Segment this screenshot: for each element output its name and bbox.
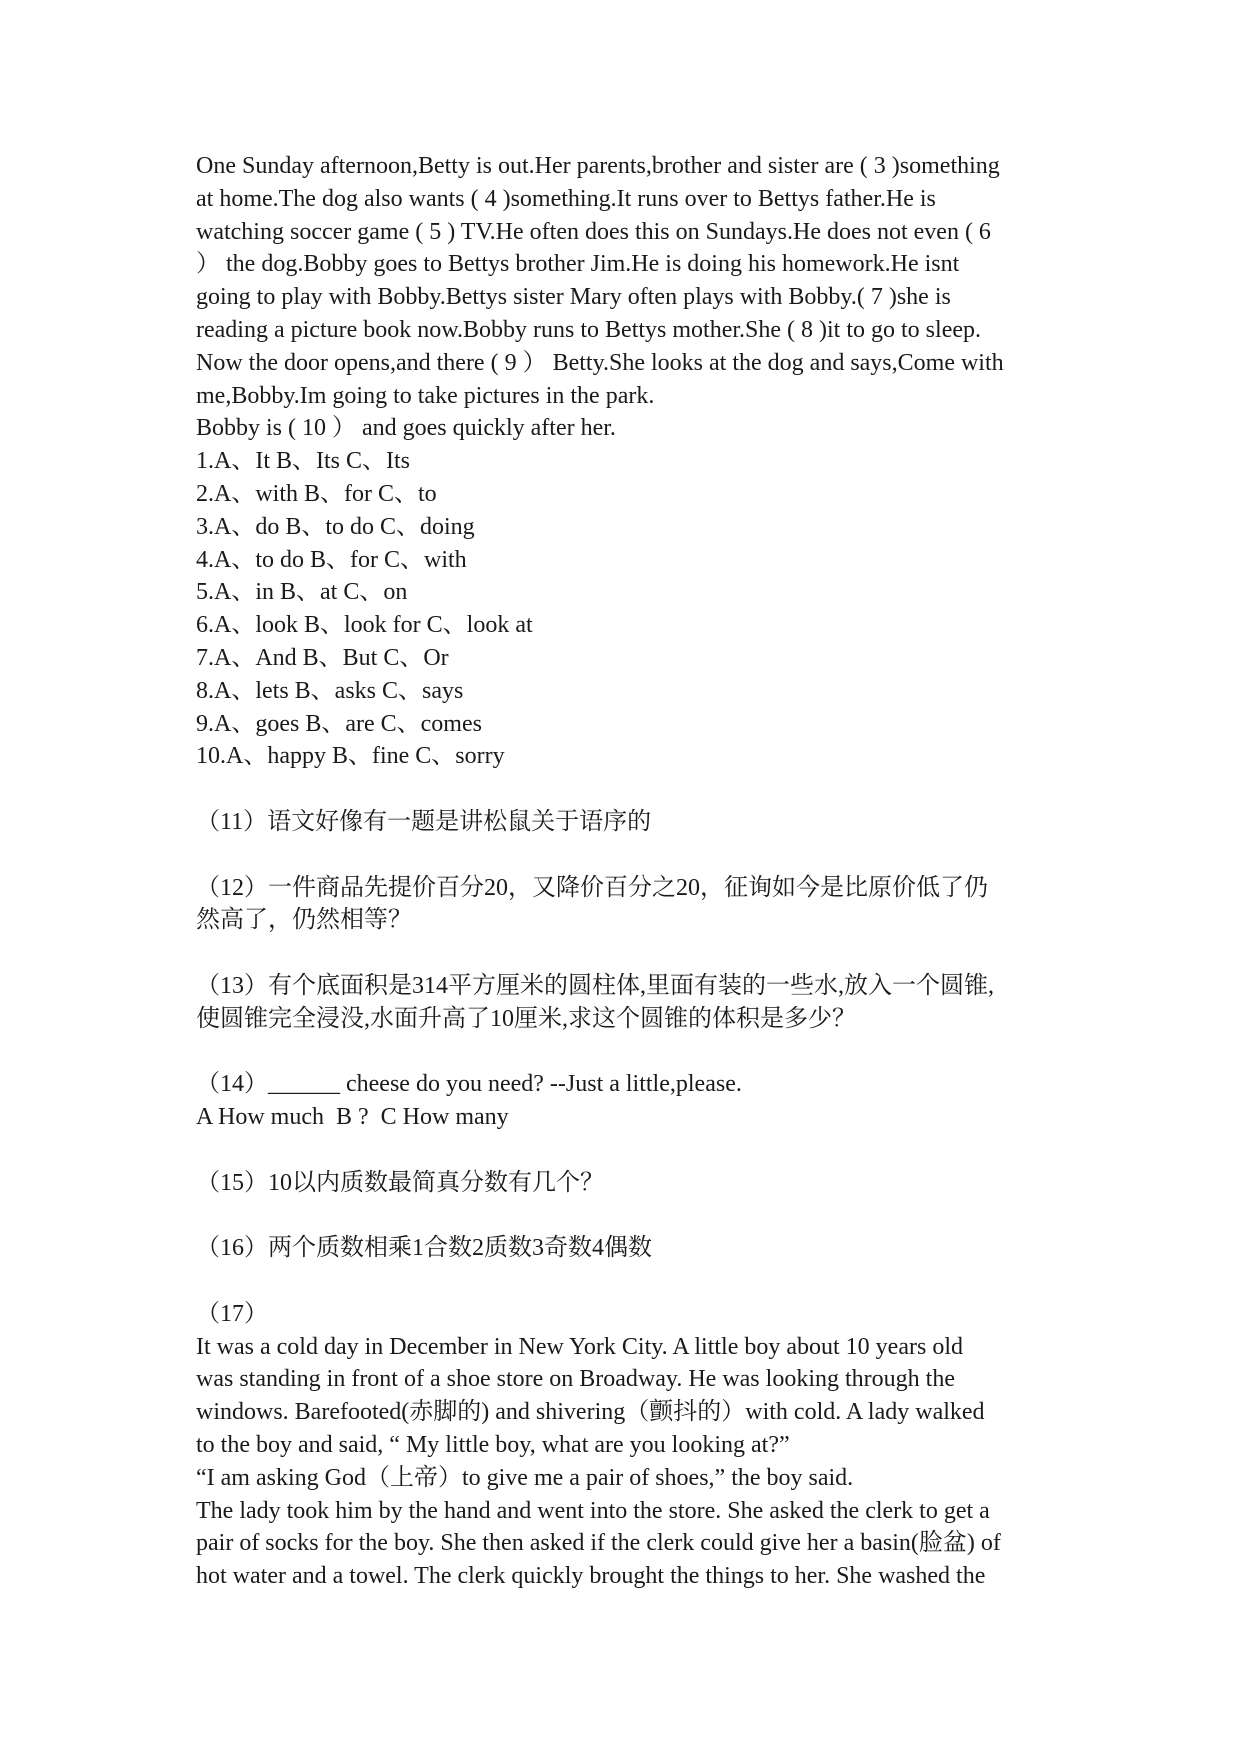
question-14 [196, 1068, 1076, 1134]
option-line: 5.A、in B、at C、on [196, 579, 408, 606]
question-line: A How much B ? C How many [196, 1104, 509, 1131]
passage-line: reading a picture book now.Bobby runs to Bettys mother.She ( 8 )it to go to sleep. [196, 316, 981, 343]
passage-story [196, 1331, 1076, 1593]
passage-line: ） the dog.Bobby goes to Bettys brother Jim.He is doing his homework.He isnt [196, 251, 960, 278]
option-line: 6.A、look B、look for C、look at [196, 612, 533, 639]
option-line: 10.A、happy B、fine C、sorry [196, 743, 505, 770]
passage-line: “I am asking God（上帝）to give me a pair of shoes,” the boy said. [196, 1464, 854, 1491]
question-11: （11）语文好像有一题是讲松鼠关于语序的 [196, 808, 652, 835]
passage-line: to the boy and said, “ My little boy, what are you looking at?” [196, 1432, 790, 1459]
passage-line: was standing in front of a shoe store on Broadway. He was looking through the [196, 1366, 955, 1393]
question-17-label: （17） [196, 1300, 268, 1327]
passage-line: going to play with Bobby.Bettys sister Mary often plays with Bobby.( 7 )she is [196, 284, 951, 311]
passage-line: Now the door opens,and there ( 9 ） Betty.She looks at the dog and says,Come with [196, 349, 1004, 376]
question-line: 使圆锥完全浸没,水面升高了10厘米,求这个圆锥的体积是多少？ [196, 1005, 856, 1032]
document-page [196, 150, 1076, 1593]
option-line: 8.A、lets B、asks C、says [196, 677, 464, 704]
answer-options [196, 445, 1076, 773]
question-line: （13）有个底面积是314平方厘米的圆柱体,里面有装的一些水,放入一个圆锥, [196, 972, 994, 999]
passage-line: pair of socks for the boy. She then asked if the clerk could give her a basin(脸盆) of [196, 1530, 1001, 1557]
passage-line: windows. Barefooted(赤脚的) and shivering（颤抖的）with cold. A lady walked [196, 1399, 985, 1426]
question-13 [196, 970, 1076, 1036]
option-line: 2.A、with B、for C、to [196, 480, 437, 507]
option-line: 1.A、It B、Its C、Its [196, 448, 411, 475]
question-16: （16）两个质数相乘1合数2质数3奇数4偶数 [196, 1235, 652, 1262]
option-line: 9.A、goes B、are C、comes [196, 710, 482, 737]
question-line: 然高了，仍然相等？ [196, 907, 412, 934]
question-line: （14）______ cheese do you need? --Just a little,please. [196, 1071, 742, 1098]
question-15: （15）10以内质数最简真分数有几个？ [196, 1169, 604, 1196]
option-line: 3.A、do B、to do C、doing [196, 513, 475, 540]
passage-line: Bobby is ( 10 ） and goes quickly after her. [196, 415, 616, 442]
option-line: 4.A、to do B、for C、with [196, 546, 467, 573]
question-line: （12）一件商品先提价百分20，又降价百分之20，征询如今是比原价低了仍 [196, 874, 988, 901]
passage-line: One Sunday afternoon,Betty is out.Her parents,brother and sister are ( 3 )something [196, 153, 1000, 179]
passage-line: me,Bobby.Im going to take pictures in the park. [196, 382, 655, 409]
option-line: 7.A、And B、But C、Or [196, 644, 449, 671]
passage-line: hot water and a towel. The clerk quickly brought the things to her. She washed the [196, 1563, 986, 1590]
question-12 [196, 872, 1076, 938]
passage-line: watching soccer game ( 5 ) TV.He often does this on Sundays.He does not even ( 6 [196, 218, 991, 245]
passage-line: The lady took him by the hand and went into the store. She asked the clerk to get a [196, 1497, 990, 1524]
passage-line: at home.The dog also wants ( 4 )something.It runs over to Bettys father.He is [196, 185, 936, 212]
passage-line: It was a cold day in December in New York City. A little boy about 10 years old [196, 1333, 963, 1360]
passage-cloze [196, 150, 1076, 445]
